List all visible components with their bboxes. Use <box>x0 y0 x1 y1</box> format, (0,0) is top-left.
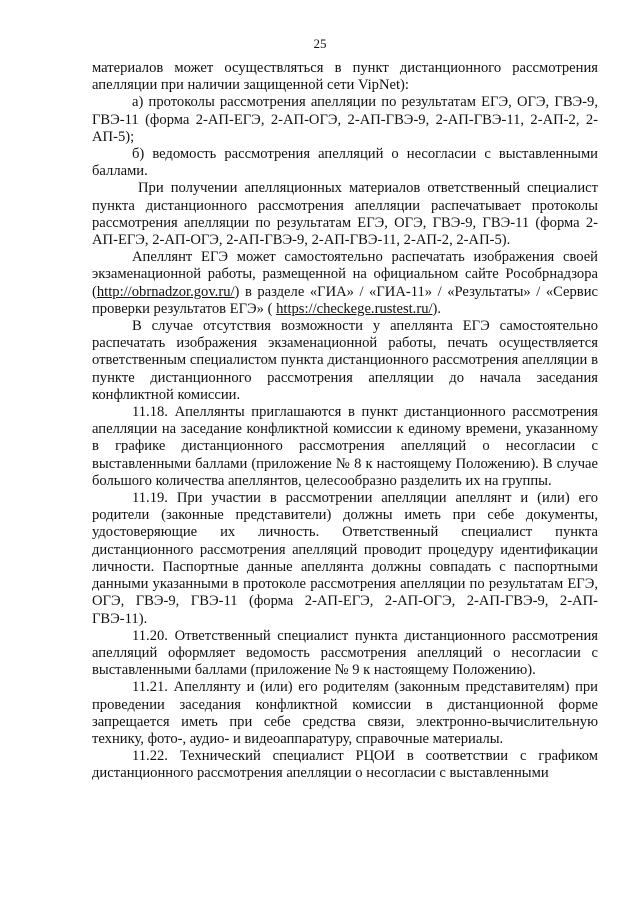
checkege-link[interactable]: https://checkege.rustest.ru/ <box>276 300 433 317</box>
list-item-b: б) ведомость рассмотрения апелляций о несогласии с выставленными баллами. <box>92 146 598 180</box>
paragraph-print-by-specialist: В случае отсутствия возможности у апеллянта ЕГЭ самостоятельно распечатать изображения экзаменационной работы, печать осуществляется ответственным специалистом пункта дистанционного рассмотрения апелляции в пункте дистанционного рассмотрения апелляции до начала заседания конфликтной комиссии. <box>92 318 598 403</box>
paragraph-self-print-text-1: Апеллянт ЕГЭ может самостоятельно распечатать изображения своей экзаменационной работы, размещенной на официальном сайте Рособрнадзора ( <box>92 249 598 300</box>
clause-11-21: 11.21. Апеллянту и (или) его родителям (законным представителям) при проведении заседания конфликтной комиссии в дистанционной форме запрещается иметь при себе средства связи, электронно-вычислительную технику, фото-, аудио- и видеоаппаратуру, справочные материалы. <box>92 679 598 747</box>
list-item-a: а) протоколы рассмотрения апелляции по результатам ЕГЭ, ОГЭ, ГВЭ-9, ГВЭ-11 (форма 2-АП-ЕГЭ, 2-АП-ОГЭ, 2-АП-ГВЭ-9, 2-АП-ГВЭ-11, 2-АП-2, 2-АП-5); <box>92 94 598 145</box>
clause-11-19: 11.19. При участии в рассмотрении апелляции апеллянт и (или) его родители (законные представители) должны иметь при себе документы, удостоверяющие их личность. Ответственный специалист пункта дистанционного рассмотрения апелляций проводит процедуру идентификации личности. Паспортные данные апеллянта должны совпадать с паспортными данными указанными в протоколе рассмотрения апелляции по результатам ЕГЭ, ОГЭ, ГВЭ-9, ГВЭ-11 (форма 2-АП-ЕГЭ, 2-АП-ОГЭ, 2-АП-ГВЭ-9, 2-АП-ГВЭ-11). <box>92 490 598 627</box>
paragraph-self-print <box>92 249 598 318</box>
obrnadzor-link[interactable]: http://obrnadzor.gov.ru/ <box>96 283 235 300</box>
paragraph-self-print-text-2: ) в разделе «ГИА» / «ГИА-11» / «Результаты» / «Сервис проверки результатов ЕГЭ» ( <box>92 283 598 317</box>
paragraph-self-print-text-3: ). <box>432 300 442 317</box>
paragraph-continuation: материалов может осуществляться в пункт дистанционного рассмотрения апелляции при наличии защищенной сети VipNet): <box>92 60 598 94</box>
clause-11-22: 11.22. Технический специалист РЦОИ в соответствии с графиком дистанционного рассмотрения апелляции о несогласии с выставленными <box>92 748 598 782</box>
clause-11-18: 11.18. Апеллянты приглашаются в пункт дистанционного рассмотрения апелляции на заседание конфликтной комиссии к единому времени, указанному в графике дистанционного рассмотрения апелляций о несогласии с выставленными баллами (приложение № 8 к настоящему Положению). В случае большого количества апеллянтов, целесообразно разделить их на группы. <box>92 404 598 489</box>
paragraph-printing-protocols: При получении апелляционных материалов ответственный специалист пункта дистанционного рассмотрения апелляции распечатывает протоколы рассмотрения апелляции по результатам ЕГЭ, ОГЭ, ГВЭ-9, ГВЭ-11 (форма 2-АП-ЕГЭ, 2-АП-ОГЭ, 2-АП-ГВЭ-9, 2-АП-ГВЭ-11, 2-АП-2, 2-АП-5). <box>92 180 598 249</box>
page-number: 25 <box>313 36 327 51</box>
clause-11-20: 11.20. Ответственный специалист пункта дистанционного рассмотрения апелляций оформляет ведомость рассмотрения апелляций о несогласии с выставленными баллами (приложение № 9 к настоящему Положению). <box>92 627 598 679</box>
document-body <box>92 60 598 783</box>
